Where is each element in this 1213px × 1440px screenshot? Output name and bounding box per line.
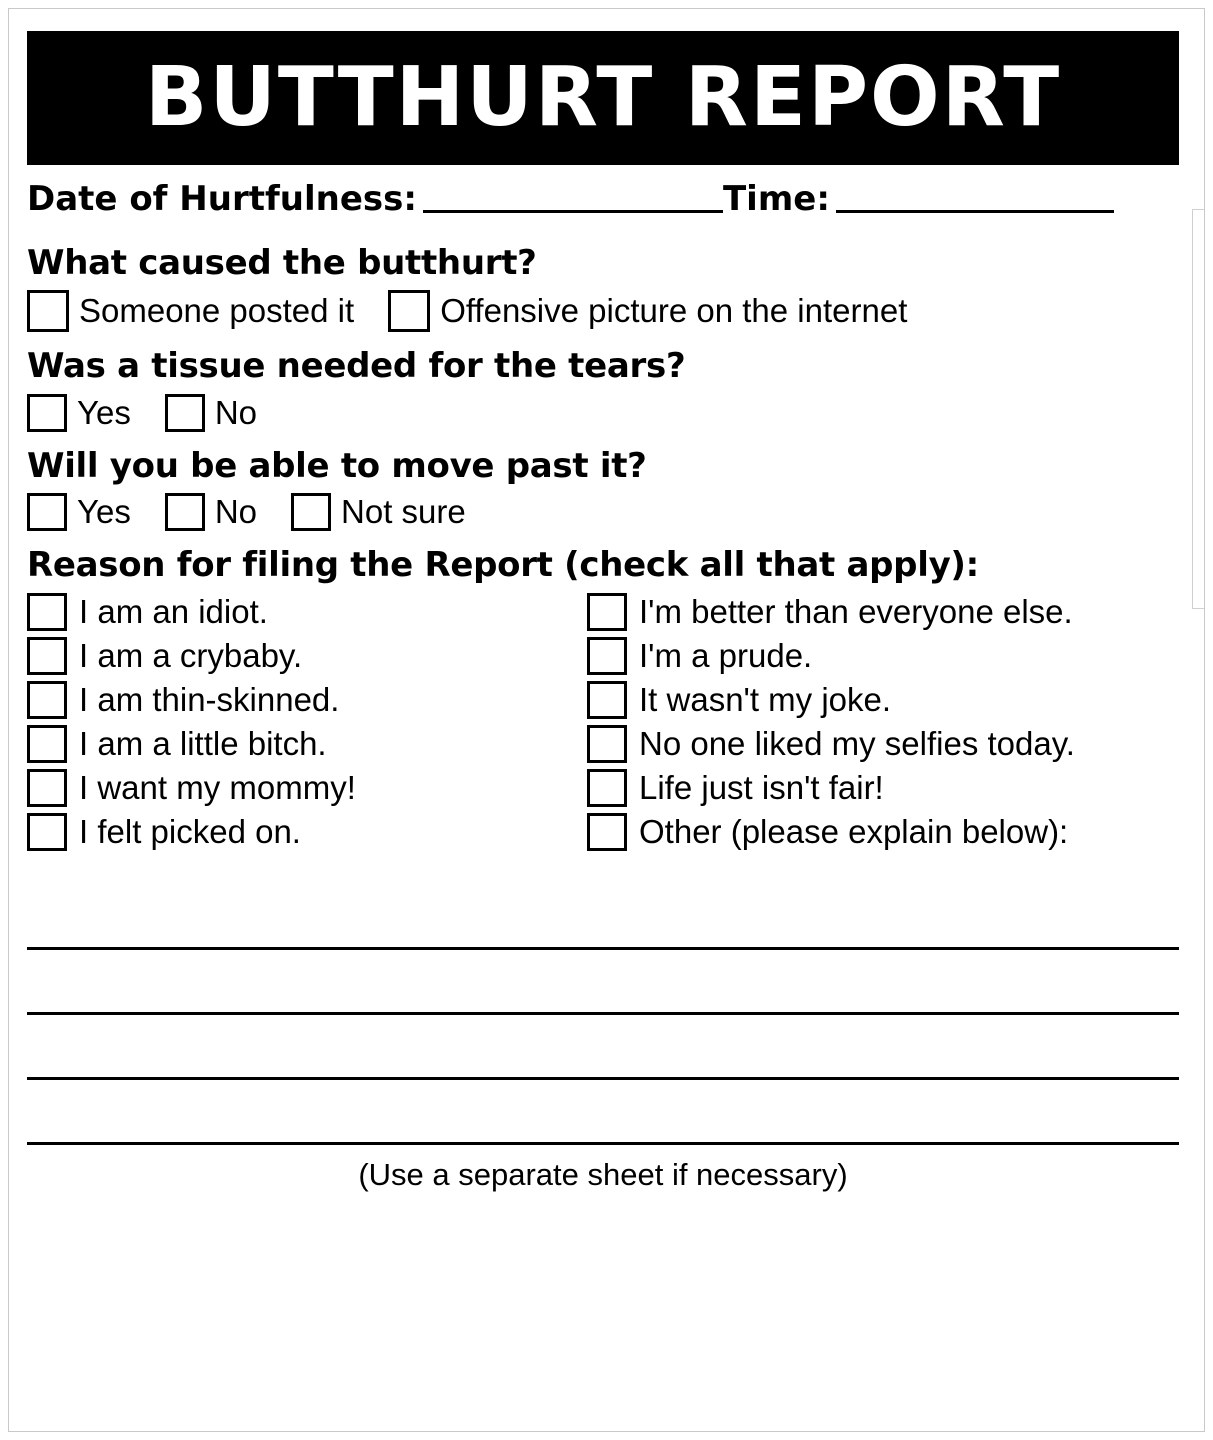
option-label: I want my mommy! — [79, 768, 356, 806]
option-label: Offensive picture on the internet — [440, 292, 908, 330]
checkbox-option-tissue-yes[interactable] — [27, 394, 131, 432]
footnote: (Use a separate sheet if necessary) — [358, 1156, 848, 1192]
write-in-line[interactable] — [27, 1080, 1179, 1145]
checkbox-icon[interactable] — [587, 637, 627, 675]
checkbox-icon[interactable] — [587, 725, 627, 763]
checkbox-option-thin-skinned[interactable] — [27, 681, 587, 719]
checkbox-icon[interactable] — [587, 813, 627, 851]
question-cause-options — [27, 290, 1179, 332]
checkbox-icon[interactable] — [27, 637, 67, 675]
option-label: Life just isn't fair! — [639, 768, 884, 806]
checkbox-option-someone-posted-it[interactable] — [27, 290, 354, 332]
option-label: I am a crybaby. — [79, 636, 303, 674]
checkbox-option-crybaby[interactable] — [27, 637, 587, 675]
date-input-line[interactable] — [423, 210, 723, 213]
checkbox-icon[interactable] — [27, 493, 67, 531]
question-reason-label: Reason for filing the Report (check all that apply): — [27, 545, 979, 586]
write-in-line[interactable] — [27, 1015, 1179, 1080]
question-tissue — [27, 348, 1179, 431]
checkbox-icon[interactable] — [587, 593, 627, 631]
form-body — [27, 31, 1179, 1193]
write-in-line[interactable] — [27, 885, 1179, 950]
checkbox-icon[interactable] — [27, 681, 67, 719]
checkbox-icon[interactable] — [291, 493, 331, 531]
question-move-past-options — [27, 493, 1179, 531]
question-cause — [27, 245, 1179, 332]
checkbox-icon[interactable] — [27, 593, 67, 631]
checkbox-option-tissue-no[interactable] — [165, 394, 257, 432]
checkbox-icon[interactable] — [27, 813, 67, 851]
option-label: Yes — [77, 493, 131, 531]
question-tissue-label: Was a tissue needed for the tears? — [27, 346, 686, 387]
question-reason-options — [27, 593, 1179, 851]
checkbox-option-other[interactable] — [587, 813, 1179, 851]
checkbox-icon[interactable] — [587, 681, 627, 719]
option-label: Not sure — [341, 493, 466, 531]
page-edge-artifact — [1192, 209, 1204, 609]
checkbox-option-move-yes[interactable] — [27, 493, 131, 531]
question-tissue-options — [27, 394, 1179, 432]
checkbox-icon[interactable] — [27, 394, 67, 432]
time-input-line[interactable] — [836, 210, 1114, 213]
checkbox-option-not-my-joke[interactable] — [587, 681, 1179, 719]
checkbox-option-better-than-everyone[interactable] — [587, 593, 1179, 631]
form-title-banner — [27, 31, 1179, 165]
checkbox-option-life-not-fair[interactable] — [587, 769, 1179, 807]
explanation-lines — [27, 885, 1179, 1145]
option-label: No — [214, 393, 258, 431]
checkbox-option-prude[interactable] — [587, 637, 1179, 675]
checkbox-icon[interactable] — [388, 290, 430, 332]
option-label: I'm better than everyone else. — [639, 592, 1073, 630]
checkbox-option-move-not-sure[interactable] — [291, 493, 466, 531]
option-label: No one liked my selfies today. — [639, 724, 1075, 762]
checkbox-option-idiot[interactable] — [27, 593, 587, 631]
date-time-row — [27, 179, 1179, 219]
checkbox-option-selfies[interactable] — [587, 725, 1179, 763]
checkbox-option-want-mommy[interactable] — [27, 769, 587, 807]
checkbox-option-picked-on[interactable] — [27, 813, 587, 851]
option-label: I felt picked on. — [79, 812, 301, 850]
checkbox-icon[interactable] — [165, 493, 205, 531]
checkbox-icon[interactable] — [27, 725, 67, 763]
checkbox-option-move-no[interactable] — [165, 493, 257, 531]
option-label: I am thin-skinned. — [79, 680, 340, 718]
option-label: I'm a prude. — [639, 636, 813, 674]
option-label: Other (please explain below): — [639, 812, 1069, 850]
option-label: It wasn't my joke. — [639, 680, 892, 718]
question-reason — [27, 547, 1179, 850]
time-label: Time: — [722, 179, 830, 219]
write-in-line[interactable] — [27, 950, 1179, 1015]
question-move-past — [27, 445, 1179, 531]
question-cause-label: What caused the butthurt? — [27, 243, 537, 283]
option-label: I am a little bitch. — [79, 724, 327, 762]
checkbox-option-offensive-picture[interactable] — [388, 290, 907, 332]
checkbox-option-little-bitch[interactable] — [27, 725, 587, 763]
date-label: Date of Hurtfulness: — [27, 179, 417, 219]
option-label: Someone posted it — [79, 292, 355, 330]
form-sheet — [8, 8, 1205, 1432]
page-title: BUTTHURT REPORT — [144, 50, 1062, 145]
checkbox-icon[interactable] — [165, 394, 205, 432]
option-label: Yes — [77, 393, 131, 431]
checkbox-icon[interactable] — [27, 769, 67, 807]
option-label: No — [214, 493, 258, 531]
checkbox-icon[interactable] — [587, 769, 627, 807]
option-label: I am an idiot. — [79, 592, 268, 630]
checkbox-icon[interactable] — [27, 290, 69, 332]
question-move-past-label: Will you be able to move past it? — [27, 445, 647, 486]
